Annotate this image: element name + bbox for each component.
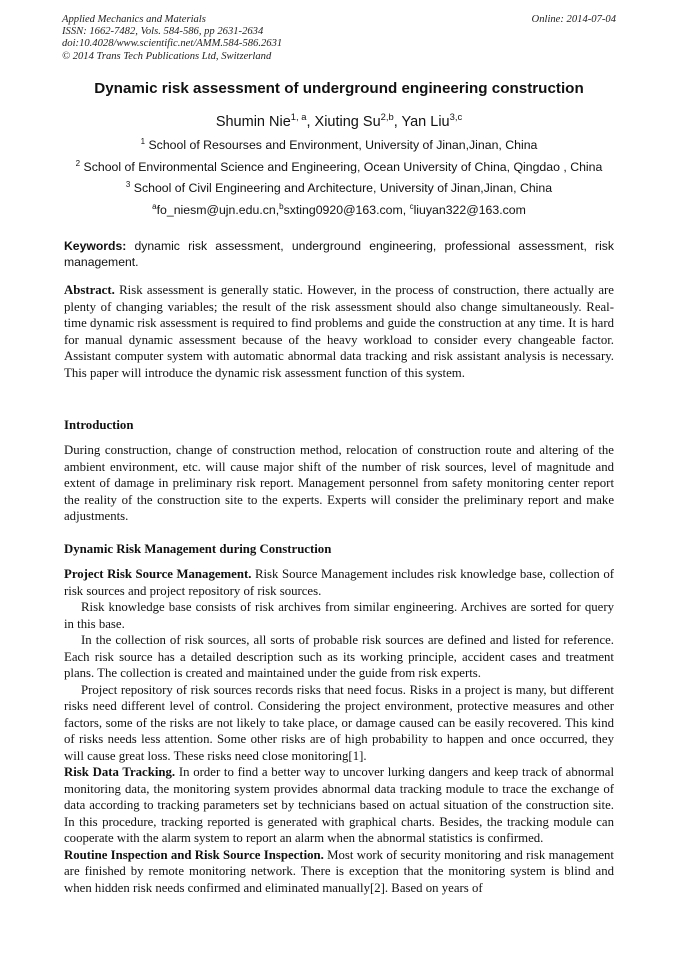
abstract-label: Abstract.: [64, 283, 115, 297]
issn-line: ISSN: 1662-7482, Vols. 584-586, pp 2631-2634: [62, 26, 264, 38]
copyright-line: © 2014 Trans Tech Publications Ltd, Switzerland: [62, 50, 272, 62]
affiliation-text: School of Environmental Science and Engineering, Ocean University of China, Qingdao , China: [83, 160, 603, 174]
online-date: Online: 2014-07-04: [531, 14, 616, 25]
affiliation-2: [30, 160, 648, 174]
paragraph: Risk knowledge base consists of risk archives from similar engineering. Archives are sorted for query in this base.: [64, 600, 614, 631]
email-a: fo_niesm@ujn.edu.cn,: [156, 203, 280, 217]
affiliation-3: [30, 181, 648, 195]
email-sup: c: [409, 201, 414, 211]
author-name: Shumin Nie: [215, 114, 291, 130]
paragraph-text: Most work of security monitoring and risk management are finished by remote monitoring network. There is exception that the monitoring system is blind and when hidden risk needs confirmed and eliminated manually[2]. Based on years of: [64, 847, 614, 895]
email-b: sxting0920@163.com,: [283, 203, 410, 217]
paper-title: Dynamic risk assessment of underground engineering construction: [94, 80, 584, 97]
author-sep: ,: [306, 114, 315, 130]
journal-name: Applied Mechanics and Materials: [62, 14, 206, 25]
affiliation-sup: 2: [75, 158, 81, 168]
introduction-text: [64, 442, 614, 525]
subsection-label: Risk Data Tracking.: [64, 765, 176, 779]
introduction-paragraph: During construction, change of construction method, relocation of construction route and altering of the ambient environment, etc. will cause major shift of the number of risk sources, level of magnitude and extent of damage in preliminary risk report. Management personnel from safety monitoring center report the reality of the construction site to the experts. Experts will consider the preliminary report and make adjustments.: [64, 443, 614, 523]
paragraph-text: In order to find a better way to uncover lurking dangers and keep track of abnormal monitoring data, the monitoring system provides abnormal data tracking module to trace the exchange of data according to tracking parameters set by technicians based on actual situation of the construction site. In this procedure, tracking reported is generated with graphical charts. Besides, the tracking module can cooperate with the alarm system to report an alarm when the abnormal statistics is confirmed.: [64, 765, 615, 845]
affiliation-text: School of Civil Engineering and Architecture, University of Jinan,Jinan, China: [133, 181, 553, 195]
email-sup: a: [152, 201, 157, 211]
author-sup: 2,b: [380, 111, 394, 123]
keywords-text: dynamic risk assessment, underground engineering, professional assessment, risk management.: [64, 239, 614, 269]
affiliation-text: School of Resourses and Environment, University of Jinan,Jinan, China: [148, 138, 538, 152]
author-line: [40, 111, 638, 130]
affiliation-1: [30, 138, 648, 152]
author-sup: 3,c: [449, 111, 463, 123]
keywords: [64, 238, 614, 270]
abstract: [64, 282, 614, 381]
affiliation-sup: 1: [140, 136, 146, 146]
author-sep: ,: [393, 114, 402, 130]
section-heading: Dynamic Risk Management during Construction: [64, 542, 332, 556]
introduction-heading: Introduction: [64, 418, 134, 432]
author-sup: 1, a: [290, 111, 307, 123]
author-name: Xiuting Su: [314, 114, 381, 130]
author-name: Yan Liu: [401, 114, 450, 130]
email-line: [30, 203, 648, 217]
paragraph: In the collection of risk sources, all sorts of probable risk sources are defined and listed for reference. Each risk source has a detailed description such as its working principle, accident cases and treatment plans. The collection is created and maintained under the guide from risk experts.: [64, 633, 614, 680]
email-c: liuyan322@163.com: [413, 203, 526, 217]
affiliation-sup: 3: [125, 179, 131, 189]
journal-header: [62, 14, 616, 63]
subsection-label: Routine Inspection and Risk Source Inspection.: [64, 847, 324, 862]
paragraph-text: Risk Source Management includes risk knowledge base, collection of risk sources and project repository of risk sources.: [64, 567, 614, 598]
doi-line: doi:10.4028/www.scientific.net/AMM.584-586.2631: [62, 38, 283, 50]
subsection-label: Project Risk Source Management.: [64, 567, 252, 581]
paragraph: Project repository of risk sources records risks that need focus. Risks in a project is many, but different risks need different level of control. Considering the project environment, protective measures and other factors, some of the risks are not likely to take place, or damage caused can be easily recovered. This kind of risks needs less attention. Some other risks are of high probability to happen and once occurred, they will cause great loss. These risks need close monitoring[1].: [64, 682, 614, 763]
email-sup: b: [279, 201, 284, 211]
abstract-text: Risk assessment is generally static. However, in the process of construction, there actually are plenty of changing variables; the result of the risk assessment should also change simultaneously. Real-time dynamic risk assessment is required to find problems and guide the construction at any time. It is hard for manual dynamic assessment because of the heavy workload to consider every changeable factor. Assistant computer system with automatic abnormal data tracking and risk assistant analysis is necessary. This paper will introduce the dynamic risk assessment function of this system.: [64, 283, 614, 380]
section-body: [64, 566, 614, 896]
keywords-label: Keywords:: [64, 239, 127, 253]
